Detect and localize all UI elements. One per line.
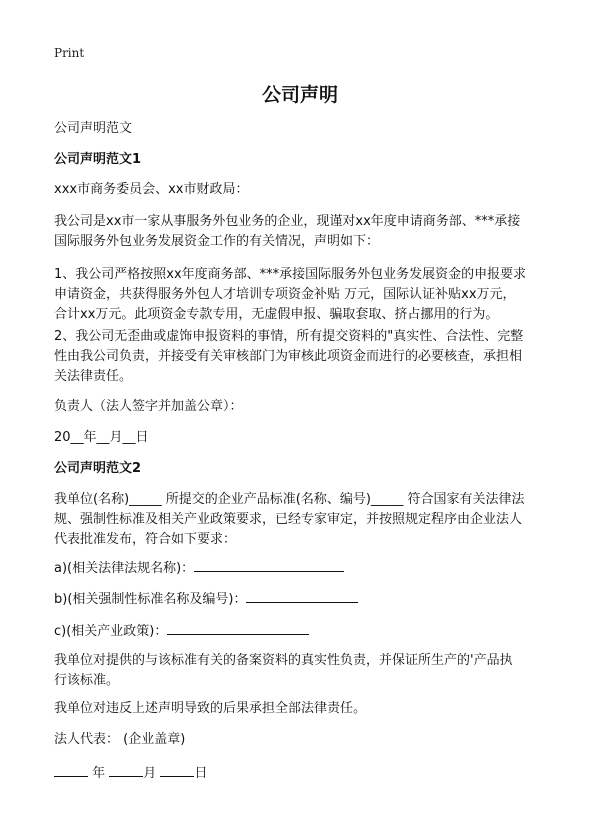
text-line: 行该标准。: [54, 673, 120, 688]
text-line: 性由我公司负责，并接受有关审核部门为审核此项资金而进行的必要核查，承担相: [54, 349, 523, 364]
section-1-date: 20__年__月__日: [54, 430, 149, 445]
text-line: 1、我公司严格按照xx年度商务部、***承接国际服务外包业务发展资金的申报要求: [54, 267, 527, 282]
date-month-label: 月: [143, 766, 157, 781]
section-1-para-2: [54, 265, 554, 325]
section-2-para-2: [54, 651, 554, 691]
page-title: 公司声明: [261, 84, 338, 106]
section-1-para-3: [54, 327, 554, 387]
blank-line: [167, 620, 309, 635]
requirement-c-label: c)(相关产业政策)：: [54, 624, 168, 639]
text-line: 我公司是xx市一家从事服务外包业务的企业，现谨对xx年度申请商务部、***承接: [54, 214, 521, 229]
text-line: 申请资金，共获得服务外包人才培训专项资金补贴 万元，国际认证补贴xx万元，: [54, 287, 516, 302]
text-line: 代表批准发布，符合如下要求：: [54, 532, 237, 547]
text-line: 我单位(名称)_____ 所提交的企业产品标准(名称、编号)_____ 符合国家有关法律法: [54, 492, 525, 507]
date-year-label: 年: [92, 766, 106, 781]
print-link[interactable]: Print: [54, 46, 85, 60]
section-1-para-1: [54, 212, 554, 252]
requirement-c: [54, 620, 554, 642]
text-line: 我单位对提供的与该标准有关的备案资料的真实性负责，并保证所生产的'产品执: [54, 653, 513, 668]
legal-rep-line: 法人代表： (企业盖章): [54, 732, 186, 747]
text-line: 合计xx万元。此项资金专款专用，无虚假申报、骗取套取、挤占挪用的行为。: [54, 307, 499, 322]
document-subtitle: 公司声明范文: [54, 121, 133, 136]
text-line: 国际服务外包业务发展资金工作的有关情况，声明如下：: [54, 234, 380, 249]
requirement-b: [54, 588, 554, 610]
section-1-heading: 公司声明范文1: [54, 152, 142, 167]
blank-line: [246, 588, 358, 603]
blank-line: [109, 762, 143, 777]
requirement-a: [54, 557, 554, 579]
addressee: xxx市商务委员会、xx市财政局：: [54, 182, 249, 197]
section-2-para-3: 我单位对违反上述声明导致的后果承担全部法律责任。: [54, 701, 367, 716]
requirement-a-label: a)(相关法律法规名称)：: [54, 561, 195, 576]
signer-line: 负责人（法人签字并加盖公章）：: [54, 399, 243, 414]
blank-line: [54, 762, 88, 777]
blank-line: [194, 557, 344, 572]
text-line: 关法律责任。: [54, 369, 133, 384]
section-2-date: [54, 762, 554, 784]
blank-line: [160, 762, 194, 777]
text-line: 2、我公司无歪曲或虚饰申报资料的事情，所有提交资料的"真实性、合法性、完整: [54, 329, 524, 344]
section-2-para-1: [54, 490, 554, 550]
section-2-heading: 公司声明范文2: [54, 461, 142, 476]
requirement-b-label: b)(相关强制性标准名称及编号)：: [54, 592, 247, 607]
date-day-label: 日: [194, 766, 208, 781]
text-line: 规、强制性标准及相关产业政策要求，已经专家审定，并按照规定程序由企业法人: [54, 512, 523, 527]
